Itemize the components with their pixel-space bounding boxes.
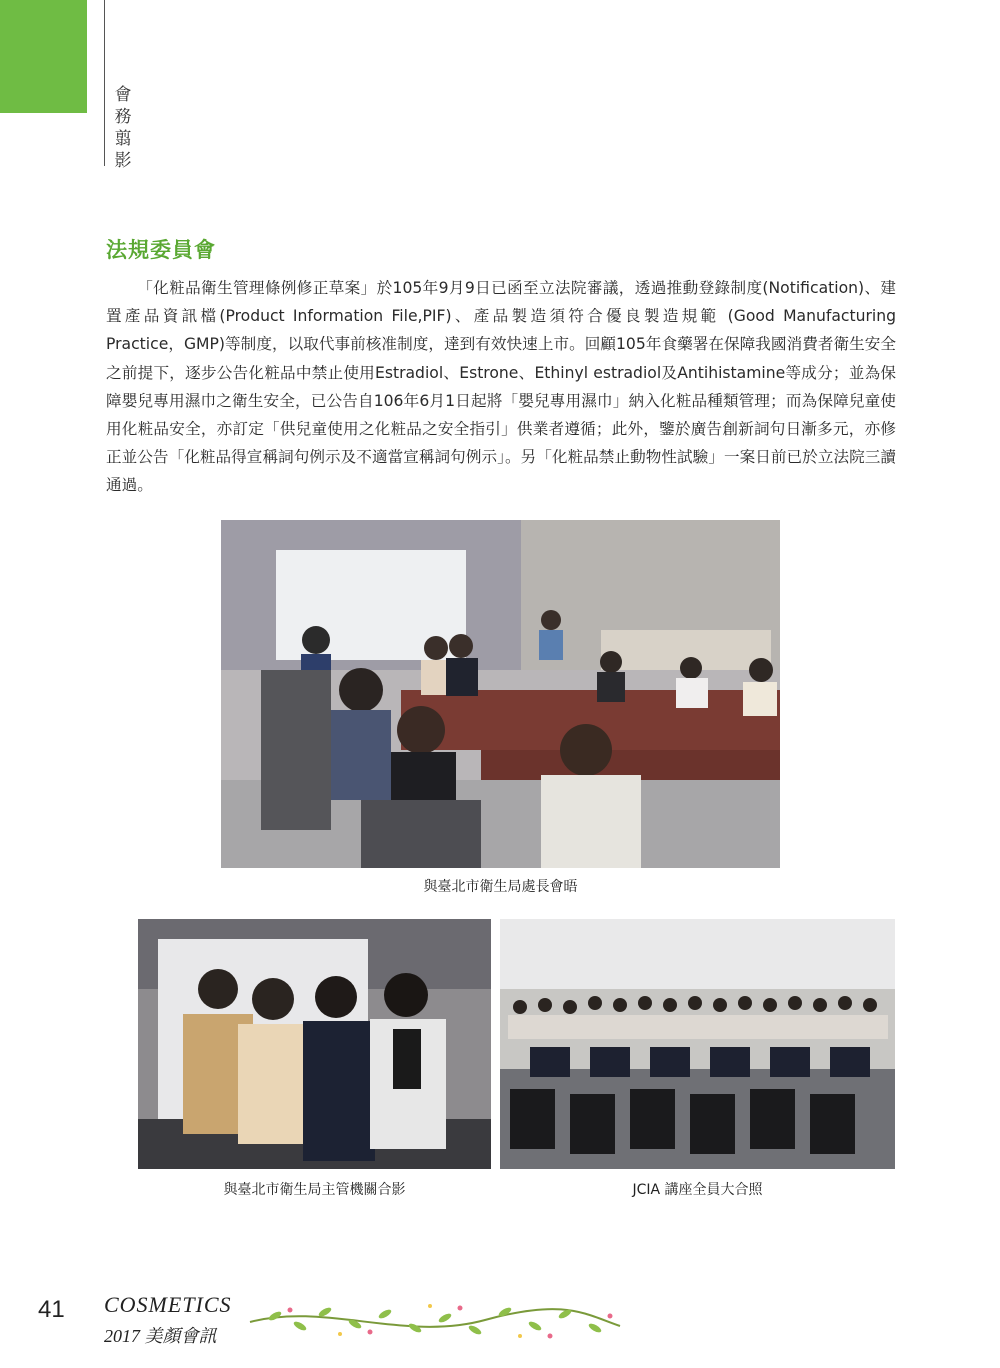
group-handshake-photo-caption: 與臺北市衛生局主管機關合影 <box>223 1182 406 1198</box>
magazine-brand: COSMETICS <box>104 1292 232 1317</box>
meeting-photo-caption: 與臺北市衛生局處長會晤 <box>423 879 578 895</box>
meeting-photo <box>221 520 780 868</box>
article-title: 法規委員會 <box>106 238 216 262</box>
section-color-tab <box>0 0 87 113</box>
side-divider <box>104 0 105 166</box>
jcia-group-photo <box>500 919 895 1169</box>
article-body: 「化粧品衛生管理條例修正草案」於105年9月9日已函至立法院審議，透過推動登錄制度(Notification)、建置產品資訊檔(Product Information File,PIF)、產品製造須符合優良製造規範 (Good Manufacturing Practice，GMP)等制度，以取代事前核准制度，達到有效快速上市。回顧105年食藥署在保障我國消費者衛生安全之前提下，逐步公告化粧品中禁止使用Estradiol、Estrone、Ethinyl estradiol及Antihistamine等成分；並為保障嬰兒專用濕巾之衛生安全，已公告自106年6月1日起將「嬰兒專用濕巾」納入化粧品種類管理；而為保障兒童使用化粧品安全，亦訂定「供兒童使用之化粧品之安全指引」供業者遵循；此外，鑒於廣告創新詞句日漸多元，亦修正並公告「化粧品得宣稱詞句例示及不適當宣稱詞句例示」。另「化粧品禁止動物性試驗」一案日前已於立法院三讀通過。 <box>106 279 896 495</box>
jcia-group-photo-caption: JCIA 講座全員大合照 <box>632 1182 763 1198</box>
vine-decoration <box>245 1292 625 1348</box>
section-label: 會務翦影 <box>114 85 132 171</box>
group-handshake-photo <box>138 919 491 1169</box>
page-number: 41 <box>38 1296 65 1323</box>
magazine-issue: 2017 美顏會訊 <box>104 1326 217 1346</box>
